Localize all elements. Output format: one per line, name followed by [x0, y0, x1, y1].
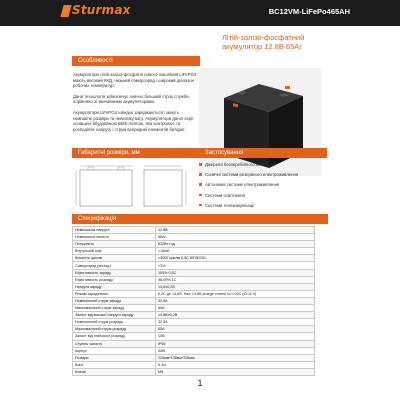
features-paragraph-3: Акумулятори LiFePO4 швидко заряджаються і мають компактні розміри та невелику вагу. Акумулятори даної серії оснащені вбудованою BMS платою, яка контролює та розподіляє напругу і струм всередині елементів батареї. — [73, 109, 194, 132]
spec-value: 14,6±0,2В — [156, 283, 315, 290]
product-title-line-1: Літій-залізо-фосфатний — [222, 33, 305, 42]
spec-value: M6 — [156, 368, 315, 375]
spec-key: Корпус — [73, 347, 156, 354]
spec-value: ABS — [156, 347, 315, 354]
spec-row — [73, 361, 315, 368]
spec-value: 32,5А — [156, 319, 315, 326]
dimensions-drawing — [72, 160, 200, 215]
spec-key: Ступінь захисту — [73, 340, 156, 347]
spec-key: Кількість циклів — [73, 255, 156, 262]
spec-key: Вага — [73, 361, 156, 368]
features-paragraph-1: Акумулятори літій-залізо-фосфатні нового покоління LiFePO4 мають високий ККД, низький саморозряд і широкий діапазон робочих температур. — [73, 72, 197, 89]
spec-key: Внутрішній опір — [73, 248, 156, 255]
spec-row — [73, 305, 315, 312]
spec-row — [73, 347, 315, 354]
spec-value: 14,6В±0,2В — [156, 312, 315, 319]
spec-row — [73, 255, 315, 262]
spec-value: 65Аг — [156, 234, 315, 241]
spec-key: Саморозряд (місяць) — [73, 262, 156, 269]
spec-key: Номінальний струм заряду — [73, 297, 156, 304]
spec-key: Захист від високої напруги заряду — [73, 312, 156, 319]
application-item: Системи телекомунікації — [199, 203, 329, 208]
applications-list — [199, 162, 329, 213]
spec-value: 12.8В — [156, 227, 315, 234]
spec-key: Максимальний струм розряду — [73, 326, 156, 333]
spec-value: 100% 0,5С — [156, 269, 315, 276]
spec-value: 0,2С до 14,6В, then 14,6В,charge current to 0.02С (CC/CV) — [156, 290, 315, 297]
product-title — [222, 33, 352, 51]
spec-key: Номінальна напруга — [73, 227, 156, 234]
spec-row — [73, 269, 315, 276]
page-number: 1 — [197, 378, 203, 388]
spec-key: Ефективність розряду — [73, 276, 156, 283]
spec-value: <18мΩ — [156, 248, 315, 255]
spec-value: 832Вт·год — [156, 241, 315, 248]
application-item: Сонячні системи резервного електроживлення — [199, 172, 329, 177]
spec-key: Номінальна ємність — [73, 234, 156, 241]
spec-row — [73, 276, 315, 283]
spec-key: Ефективність заряду — [73, 269, 156, 276]
brand-logo: Sturmax — [72, 3, 131, 17]
spec-key: Розміри — [73, 354, 156, 361]
spec-value: 32,5А — [156, 297, 315, 304]
spec-heading: Специфікація — [72, 214, 328, 224]
spec-row — [73, 241, 315, 248]
spec-key: Максимальний струм заряду — [73, 305, 156, 312]
spec-value: 65А — [156, 326, 315, 333]
spec-row — [73, 248, 315, 255]
applications-heading: Застосування — [199, 148, 327, 158]
spec-row — [73, 312, 315, 319]
spec-value: 226мм*138мм*208мм — [156, 354, 315, 361]
spec-key: Режим заряджання — [73, 290, 156, 297]
spec-key: Напруга заряду — [73, 283, 156, 290]
spec-table — [72, 226, 315, 376]
spec-key: Номінальний струм розряду — [73, 319, 156, 326]
application-item: Автономні системи електроживлення — [199, 182, 329, 187]
spec-value: <3% — [156, 262, 315, 269]
spec-row — [73, 333, 315, 340]
application-item: Джерела безперебійного живлення — [199, 162, 329, 167]
spec-value: 65А — [156, 305, 315, 312]
features-paragraph-2: Дана технологія забезпечує значно більший строк служби, порівняно зі звичайними акумуляторами. — [73, 93, 190, 105]
spec-row — [73, 340, 315, 347]
product-title-line-2: акумулятор 12.8В 65Аг — [222, 42, 303, 51]
spec-value: 10В — [156, 333, 315, 340]
application-item: Системи освітлення — [199, 193, 329, 198]
spec-value: IP65 — [156, 340, 315, 347]
features-text — [73, 72, 197, 132]
battery-image — [199, 68, 321, 176]
spec-row — [73, 234, 315, 241]
spec-key: Клеми — [73, 368, 156, 375]
spec-row — [73, 368, 315, 375]
product-photo — [199, 68, 321, 176]
spec-value: >3000 циклів 0,5С 80%DOD — [156, 255, 315, 262]
spec-row — [73, 283, 315, 290]
features-heading: Особливості — [72, 56, 200, 66]
spec-row — [73, 227, 315, 234]
dimensions-heading: Габаритні розміри, мм — [72, 148, 200, 158]
model-number: BC12VM-LiFePo465AH — [268, 7, 350, 16]
dimension-diagram-icon — [72, 160, 200, 215]
spec-row — [73, 297, 315, 304]
spec-key: Потужність — [73, 241, 156, 248]
spec-row — [73, 319, 315, 326]
spec-row — [73, 354, 315, 361]
spec-key: Захист від глибокого розряду — [73, 333, 156, 340]
spec-value: 96-99% 1С — [156, 276, 315, 283]
spec-row — [73, 262, 315, 269]
spec-value: 6.4кг — [156, 361, 315, 368]
spec-row — [73, 326, 315, 333]
spec-row — [73, 290, 315, 297]
